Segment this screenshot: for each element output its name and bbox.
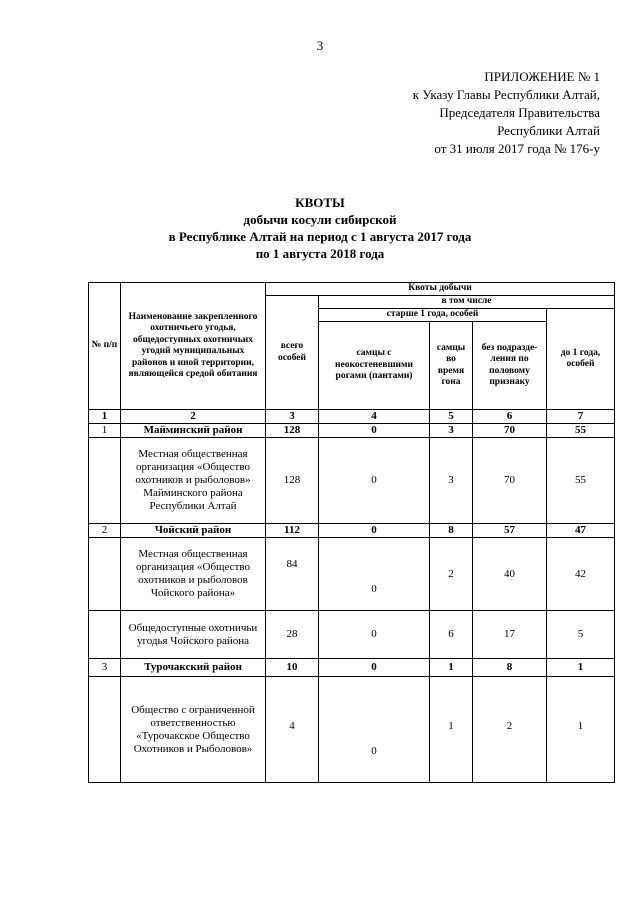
cell-undivided: 57 <box>473 524 547 538</box>
empty-cell <box>89 438 121 524</box>
cell-males-antlers: 0 <box>319 677 430 783</box>
cell-males-rut: 6 <box>430 611 473 659</box>
header-undivided: без подразде-ления по половому признаку <box>473 322 547 410</box>
quota-table <box>88 282 615 783</box>
cell-undivided: 17 <box>473 611 547 659</box>
cell-undivided: 40 <box>473 538 547 611</box>
appendix-date: от 31 июля 2017 года № 176-у <box>434 141 600 156</box>
cell-males-rut: 1 <box>430 677 473 783</box>
cell-males-antlers: 0 <box>319 438 430 524</box>
page-number: 3 <box>316 38 324 53</box>
title-heading: КВОТЫ <box>295 195 345 210</box>
cell-total: 10 <box>266 659 319 677</box>
appendix-line: Председателя Правительства <box>439 105 600 120</box>
cell-males-antlers: 0 <box>319 659 430 677</box>
empty-cell <box>89 538 121 611</box>
column-number: 2 <box>121 410 266 424</box>
title-line: по 1 августа 2018 года <box>255 246 385 261</box>
org-name: Местная общественная организация «Общество охотников и рыболовов Чойского района» <box>121 538 266 611</box>
header-total: всего особей <box>266 296 319 410</box>
cell-males-antlers: 0 <box>319 611 430 659</box>
column-number: 3 <box>266 410 319 424</box>
district-row <box>89 424 615 438</box>
cell-young: 47 <box>547 524 615 538</box>
header-males-antlers: самцы с неокостеневшими рогами (пантами) <box>319 322 430 410</box>
cell-undivided: 2 <box>473 677 547 783</box>
empty-cell <box>89 611 121 659</box>
cell-young: 5 <box>547 611 615 659</box>
header-males-rut: самцы во время гона <box>430 322 473 410</box>
org-row <box>89 538 615 611</box>
header-name: Наименование закрепленного охотничьего угодья, общедоступных охотничьих угодий муниципальных районов и иной территории, являющейся средой обитания <box>121 283 266 410</box>
cell-total: 4 <box>266 677 319 783</box>
district-name: Майминский район <box>121 424 266 438</box>
cell-young: 55 <box>547 438 615 524</box>
district-row <box>89 659 615 677</box>
cell-undivided: 8 <box>473 659 547 677</box>
cell-males-rut: 8 <box>430 524 473 538</box>
header-quotas: Квоты добычи <box>266 283 615 296</box>
cell-total: 28 <box>266 611 319 659</box>
org-name: Местная общественная организация «Общество охотников и рыболовов» Майминского района Республики Алтай <box>121 438 266 524</box>
district-row <box>89 524 615 538</box>
column-number: 4 <box>319 410 430 424</box>
district-num: 3 <box>89 659 121 677</box>
org-name: Общедоступные охотничьи угодья Чойского района <box>121 611 266 659</box>
cell-males-antlers: 0 <box>319 424 430 438</box>
district-num: 2 <box>89 524 121 538</box>
cell-total: 128 <box>266 438 319 524</box>
cell-males-rut: 3 <box>430 424 473 438</box>
appendix-line: Республики Алтай <box>497 123 600 138</box>
cell-undivided: 70 <box>473 438 547 524</box>
column-numbers-row <box>89 410 615 424</box>
district-name: Турочакский район <box>121 659 266 677</box>
column-number: 7 <box>547 410 615 424</box>
header-num: № п/п <box>89 283 121 410</box>
org-name: Общество с ограниченной ответственностью «Турочакское Общество Охотников и Рыболовов» <box>121 677 266 783</box>
column-number: 5 <box>430 410 473 424</box>
document-title <box>0 194 640 262</box>
cell-males-antlers: 0 <box>319 538 430 611</box>
cell-total: 84 <box>266 538 319 611</box>
cell-males-rut: 1 <box>430 659 473 677</box>
cell-young: 1 <box>547 677 615 783</box>
header-older: старше 1 года, особей <box>319 309 547 322</box>
cell-young: 1 <box>547 659 615 677</box>
cell-young: 55 <box>547 424 615 438</box>
header-young: до 1 года, особей <box>547 309 615 410</box>
appendix-block <box>360 68 600 158</box>
column-number: 1 <box>89 410 121 424</box>
org-row <box>89 677 615 783</box>
cell-total: 112 <box>266 524 319 538</box>
district-name: Чойский район <box>121 524 266 538</box>
empty-cell <box>89 677 121 783</box>
cell-young: 42 <box>547 538 615 611</box>
org-row <box>89 438 615 524</box>
org-row <box>89 611 615 659</box>
appendix-line: к Указу Главы Республики Алтай, <box>412 87 600 102</box>
district-num: 1 <box>89 424 121 438</box>
title-line: в Республике Алтай на период с 1 августа 2017 года <box>168 229 472 244</box>
cell-males-rut: 2 <box>430 538 473 611</box>
column-number: 6 <box>473 410 547 424</box>
cell-total: 128 <box>266 424 319 438</box>
header-including: в том числе <box>319 296 615 309</box>
cell-males-rut: 3 <box>430 438 473 524</box>
title-line: добычи косули сибирской <box>243 212 397 227</box>
cell-males-antlers: 0 <box>319 524 430 538</box>
cell-undivided: 70 <box>473 424 547 438</box>
appendix-title: ПРИЛОЖЕНИЕ № 1 <box>484 69 600 84</box>
